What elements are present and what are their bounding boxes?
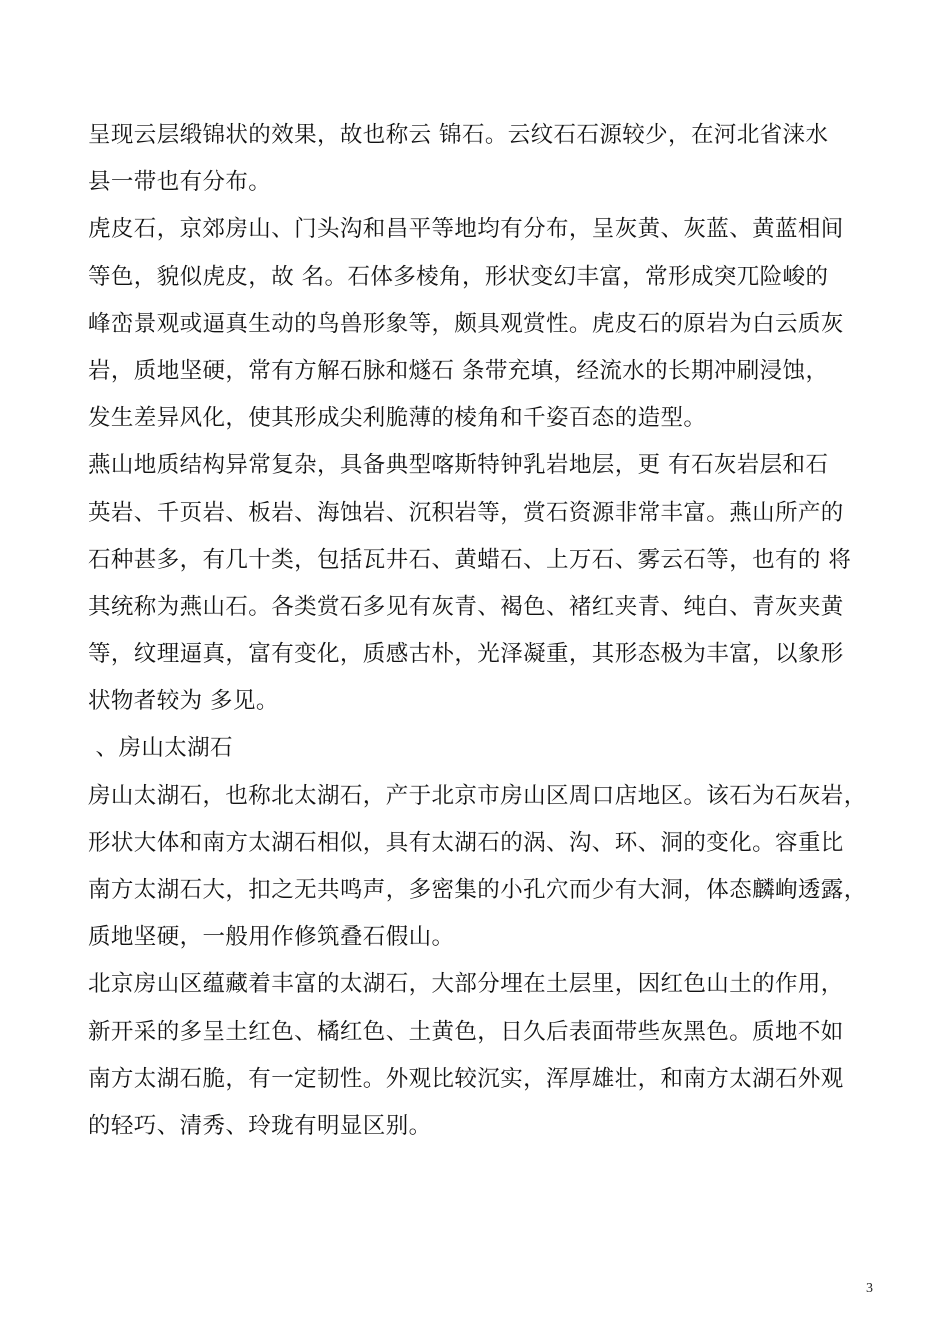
text-line: 发生差异风化，使其形成尖利脆薄的棱角和千姿百态的造型。	[88, 405, 707, 432]
text-line: 等色，貌似虎皮，故 名。石体多棱角，形状变幻丰富，常形成突兀险峻的	[88, 263, 829, 290]
text-line: 燕山地质结构异常复杂，具备典型喀斯特钟乳岩地层，更 有石灰岩层和石	[88, 452, 829, 479]
text-line: 石种甚多，有几十类，包括瓦井石、黄蜡石、上万石、雾云石等，也有的 将	[88, 546, 852, 573]
text-line: 质地坚硬，一般用作修筑叠石假山。	[88, 924, 455, 951]
text-line: 南方太湖石大，扣之无共鸣声，多密集的小孔穴而少有大洞，体态麟峋透露，	[88, 877, 867, 903]
text-line: 等，纹理逼真，富有变化，质感古朴，光泽凝重，其形态极为丰富，以象形	[88, 641, 844, 668]
text-line: 状物者较为 多见。	[88, 688, 279, 715]
text-line: 北京房山区蕴藏着丰富的太湖石，大部分埋在土层里，因红色山土的作用，	[88, 971, 844, 998]
text-line: 虎皮石，京郊房山、门头沟和昌平等地均有分布，呈灰黄、灰蓝、黄蓝相间	[88, 216, 844, 243]
text-line: 形状大体和南方太湖石相似，具有太湖石的涡、沟、环、洞的变化。容重比	[88, 829, 844, 856]
text-line: 县一带也有分布。	[88, 169, 272, 196]
text-line: 呈现云层缎锦状的效果，故也称云 锦石。云纹石石源较少，在河北省涞水	[88, 122, 829, 148]
text-line: 英岩、千页岩、板岩、海蚀岩、沉积岩等，赏石资源非常丰富。燕山所产的	[88, 499, 844, 526]
page-number: 3	[866, 1281, 873, 1296]
body-text	[88, 112, 888, 1150]
text-line: 岩，质地坚硬，常有方解石脉和燧石 条带充填，经流水的长期冲刷浸蚀，	[88, 357, 829, 384]
text-line: 的轻巧、清秀、玲珑有明显区别。	[88, 1112, 432, 1139]
text-line: 南方太湖石脆，有一定韧性。外观比较沉实，浑厚雄壮，和南方太湖石外观	[88, 1065, 844, 1092]
text-line: 房山太湖石，也称北太湖石，产于北京市房山区周口店地区。该石为石灰岩，	[88, 782, 867, 809]
text-line: 其统称为燕山石。各类赏石多见有灰青、褐色、褚红夹青、纯白、青灰夹黄	[88, 593, 844, 620]
text-line: 新开采的多呈土红色、橘红色、土黄色，日久后表面带些灰黑色。质地不如	[88, 1018, 844, 1045]
text-line: 峰峦景观或逼真生动的鸟兽形象等，颇具观赏性。虎皮石的原岩为白云质灰	[88, 310, 844, 337]
section-heading: 、房山太湖石	[88, 735, 233, 762]
